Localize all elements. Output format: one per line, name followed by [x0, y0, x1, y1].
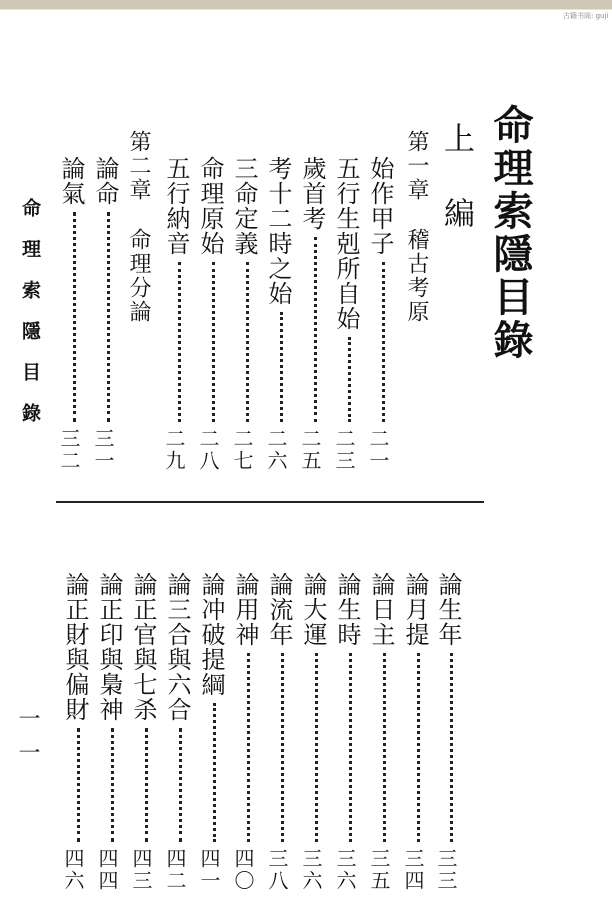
toc-page-number: 四二	[163, 848, 187, 892]
toc-page-number: 三五	[367, 848, 391, 892]
chapter-number: 第一章	[404, 130, 429, 202]
leader-dots	[280, 312, 283, 422]
toc-entry-title: 論大運	[299, 572, 327, 647]
toc-page-number: 三三	[434, 848, 458, 892]
section-divider	[56, 501, 484, 503]
toc-page-number: 三一	[91, 428, 115, 472]
toc-page-number: 三八	[265, 848, 289, 892]
leader-dots	[111, 728, 114, 842]
toc-page-number: 四〇	[231, 848, 255, 892]
leader-dots	[349, 653, 352, 842]
top-border-bar	[0, 0, 612, 9]
top-border-line	[0, 9, 612, 10]
leader-dots	[348, 337, 351, 422]
toc-entry-title: 考十二時之始	[264, 156, 292, 306]
toc-entry-title: 論日主	[367, 572, 395, 647]
leader-dots	[212, 262, 215, 422]
leader-dots	[382, 262, 385, 422]
toc-entry-title: 論生年	[434, 572, 462, 647]
chapter-title: 命理分論	[126, 228, 151, 324]
leader-dots	[450, 653, 453, 842]
toc-page-number: 四六	[61, 848, 85, 892]
toc-page-number: 四一	[197, 848, 221, 892]
toc-entry-title: 論命	[91, 156, 119, 206]
side-running-title: 命理索隱目錄	[19, 198, 41, 444]
toc-page-number: 二六	[264, 428, 288, 472]
toc-entry-title: 論冲破提綱	[197, 572, 225, 697]
toc-entry-title: 論生時	[333, 572, 361, 647]
toc-entry-title: 三命定義	[230, 156, 258, 256]
leader-dots	[314, 237, 317, 422]
leader-dots	[417, 653, 420, 842]
chapter-heading-1	[405, 130, 427, 324]
leader-dots	[179, 728, 182, 842]
toc-page-number: 三六	[333, 848, 357, 892]
toc-entry-title: 論正官與七杀	[129, 572, 157, 722]
leader-dots	[281, 653, 284, 842]
leader-dots	[315, 653, 318, 842]
toc-entry-title: 始作甲子	[366, 156, 394, 256]
leader-dots	[383, 653, 386, 842]
leader-dots	[213, 703, 216, 842]
toc-entry-title: 論氣	[57, 156, 85, 206]
toc-page-number: 二八	[196, 428, 220, 472]
toc-page-number: 四四	[95, 848, 119, 892]
leader-dots	[178, 262, 181, 422]
leader-dots	[73, 212, 76, 422]
toc-page-number: 二七	[230, 428, 254, 472]
toc-entry-title: 論月提	[401, 572, 429, 647]
toc-entry-title: 論正財與偏財	[61, 572, 89, 722]
toc-entry-title: 歲首考	[298, 156, 326, 231]
toc-entry-title: 命理原始	[196, 156, 224, 256]
toc-entry-title: 論三合與六合	[163, 572, 191, 722]
toc-page-number: 四三	[129, 848, 153, 892]
toc-page-number: 二一	[366, 428, 390, 472]
toc-entry-title: 論正印與梟神	[95, 572, 123, 722]
leader-dots	[247, 653, 250, 842]
page-folio: 一一	[15, 707, 40, 775]
leader-dots	[145, 728, 148, 842]
chapter-title: 稽古考原	[404, 228, 429, 324]
toc-entry-title: 五行納音	[162, 156, 190, 256]
volume-heading: 上 編	[438, 122, 474, 232]
chapter-number: 第二章	[126, 130, 151, 202]
toc-page-number: 三六	[299, 848, 323, 892]
leader-dots	[246, 262, 249, 422]
toc-page-number: 二九	[162, 428, 186, 472]
leader-dots	[77, 728, 80, 842]
toc-page-number: 二三	[332, 428, 356, 472]
leader-dots	[107, 212, 110, 422]
toc-page-number: 三四	[401, 848, 425, 892]
toc-page-number: 二五	[298, 428, 322, 472]
toc-page-number: 三二	[57, 428, 81, 472]
chapter-heading-2	[127, 130, 149, 324]
toc-entry-title: 論用神	[231, 572, 259, 647]
book-title: 命理索隱目錄	[487, 104, 534, 362]
watermark: 古籍书阁: guji	[563, 12, 609, 20]
toc-entry-title: 五行生剋所自始	[332, 156, 360, 331]
toc-entry-title: 論流年	[265, 572, 293, 647]
